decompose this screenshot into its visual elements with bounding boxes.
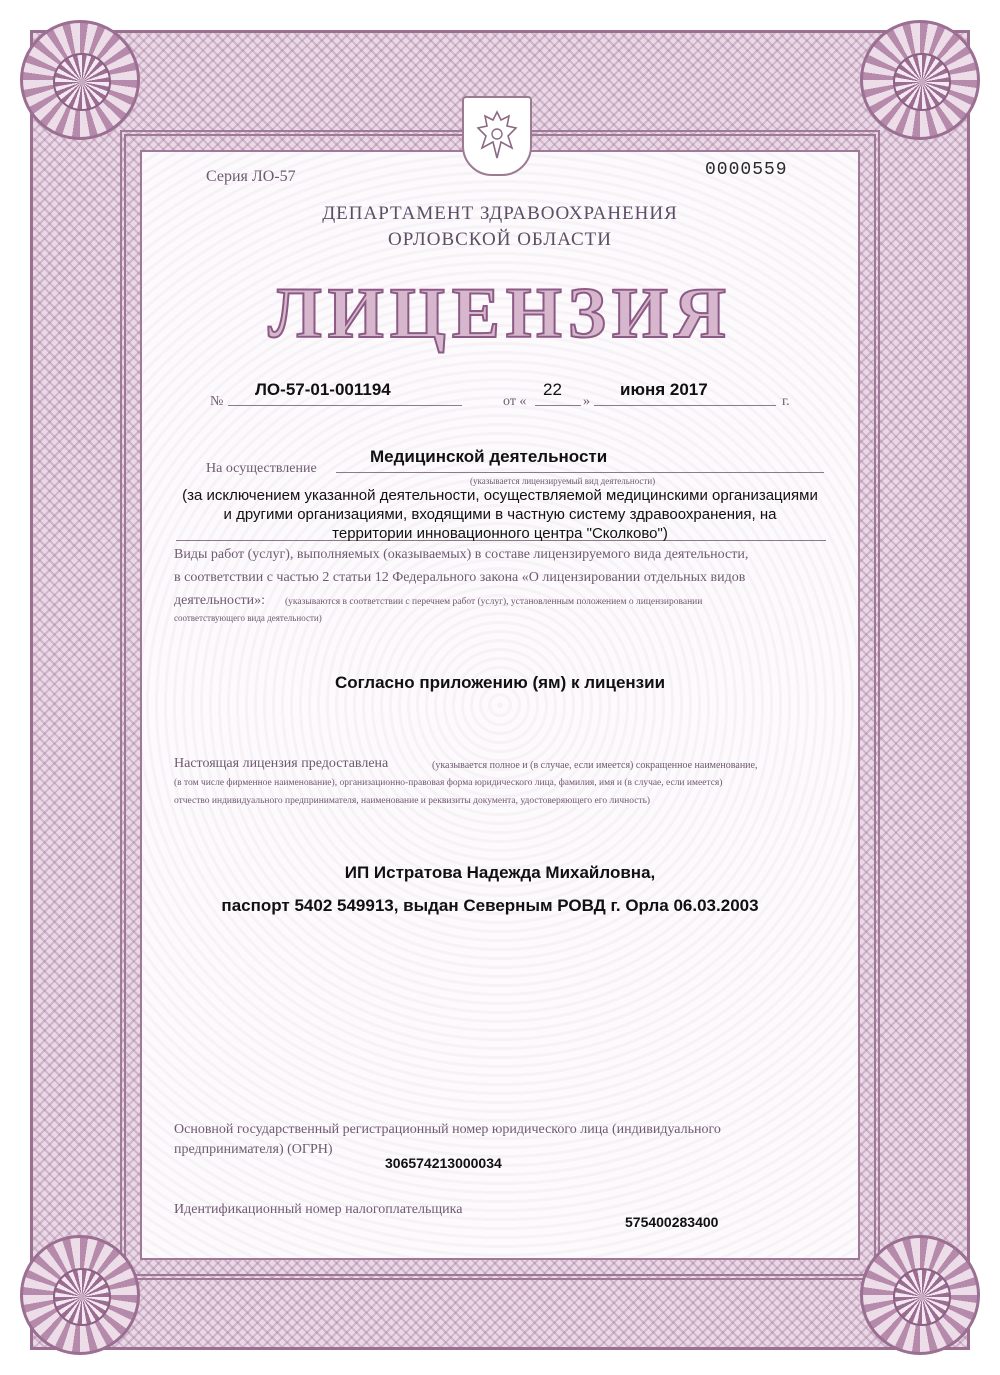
activity-note-line1: (за исключением указанной деятельности, осуществляемой медицинскими организациями xyxy=(182,487,818,504)
number-underline xyxy=(228,405,462,406)
granted-hint-line3: отчество индивидуального предпринимателя, наименование и реквизиты документа, удостоверяющего его личность) xyxy=(174,796,651,806)
department-name-line1: ДЕПАРТАМЕНТ ЗДРАВООХРАНЕНИЯ xyxy=(322,203,678,224)
number-prefix: № xyxy=(210,394,224,409)
date-suffix: г. xyxy=(782,394,790,409)
works-value: Согласно приложению (ям) к лицензии xyxy=(334,673,666,692)
date-month-underline xyxy=(594,405,776,406)
activity-label: На осуществление xyxy=(206,461,317,476)
eagle-icon xyxy=(474,108,520,164)
licensee-passport: паспорт 5402 549913, выдан Северным РОВД г. Орла 06.03.2003 xyxy=(221,896,759,915)
ogrn-label-line2: предпринимателя) (ОГРН) xyxy=(174,1142,333,1157)
activity-underline xyxy=(336,472,824,473)
date-day-underline xyxy=(535,405,581,406)
blank-number: 0000559 xyxy=(705,160,788,180)
coat-of-arms-emblem-icon xyxy=(462,96,532,176)
inn-label: Идентификационный номер налогоплательщика xyxy=(174,1202,463,1217)
activity-note-line2: и другими организациями, входящими в частную систему здравоохранения, на xyxy=(223,506,777,523)
granted-hint-line1: (указывается полное и (в случае, если имеется) сокращенное наименование, xyxy=(432,760,758,771)
works-text-line1: Виды работ (услуг), выполняемых (оказываемых) в составе лицензируемого вида деятельности, xyxy=(174,547,749,562)
rosette-ornament-bottom-right xyxy=(860,1235,980,1355)
document-title: ЛИЦЕНЗИЯ xyxy=(268,273,732,353)
series-label: Серия ЛО-57 xyxy=(206,168,296,185)
license-number: ЛО-57-01-001194 xyxy=(255,380,391,399)
date-from-label: от « xyxy=(503,394,527,409)
inn-value: 575400283400 xyxy=(625,1214,719,1230)
works-hint-line2: соответствующего вида деятельности) xyxy=(174,613,322,623)
works-hint-line1: (указываются в соответствии с перечнем работ (услуг), установленным положением о лицензировании xyxy=(285,597,703,607)
ogrn-label-line1: Основной государственный регистрационный номер юридического лица (индивидуального xyxy=(174,1122,721,1137)
granted-label: Настоящая лицензия предоставлена xyxy=(174,756,389,771)
works-text-line2: в соответствии с частью 2 статьи 12 Федерального закона «О лицензировании отдельных видов xyxy=(174,570,746,585)
activity-value: Медицинской деятельности xyxy=(370,447,608,466)
date-month-year: июня 2017 xyxy=(620,380,708,399)
rosette-ornament-top-left xyxy=(20,20,140,140)
licensee-name: ИП Истратова Надежда Михайловна, xyxy=(344,863,656,882)
date-close-quote: » xyxy=(583,394,590,409)
rosette-ornament-bottom-left xyxy=(20,1235,140,1355)
works-text-line3: деятельности»: xyxy=(174,593,266,608)
activity-note-line3: территории инновационного центра "Сколково") xyxy=(332,525,668,542)
granted-hint-line2: (в том числе фирменное наименование), организационно-правовая форма юридического лица, фамилия, имя и (в случае, если имеется) xyxy=(174,778,723,788)
rosette-ornament-top-right xyxy=(860,20,980,140)
activity-hint: (указывается лицензируемый вид деятельности) xyxy=(470,476,656,486)
date-day: 22 xyxy=(543,380,562,399)
department-name-line2: ОРЛОВСКОЙ ОБЛАСТИ xyxy=(387,229,613,250)
ogrn-value: 306574213000034 xyxy=(385,1155,502,1171)
